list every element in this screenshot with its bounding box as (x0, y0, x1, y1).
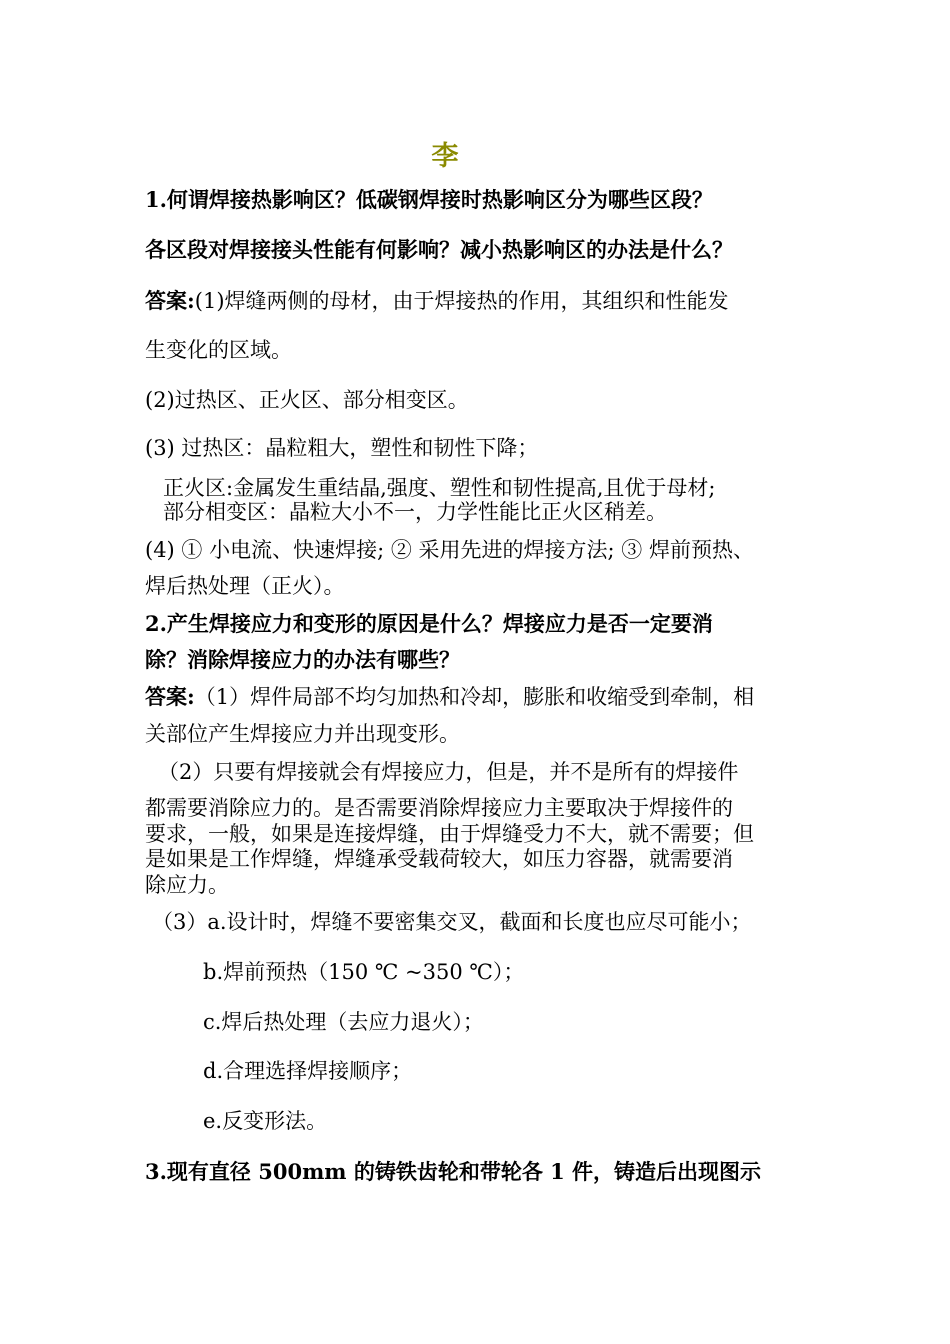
answer-1-line-8: 焊后热处理（正火）。 (145, 574, 345, 598)
answer-1-line-3: (2)过热区、正火区、部分相变区。 (145, 388, 469, 412)
question-2-line-1: 2.产生焊接应力和变形的原因是什么？焊接应力是否一定要消 (145, 611, 713, 636)
answer-1-line-1 (145, 289, 729, 313)
answer-2-line-1 (145, 685, 754, 709)
question-1-line-2: 各区段对焊接接头性能有何影响？减小热影响区的办法是什么？ (145, 237, 733, 262)
answer-1-line-4: (3) 过热区：晶粒粗大，塑性和韧性下降； (145, 436, 539, 460)
answer-2-line-7: 除应力。 (145, 873, 229, 897)
answer-label: 答案: (145, 684, 195, 709)
answer-1-line-5: 正火区:金属发生重结晶,强度、塑性和韧性提高,且优于母材; (163, 476, 716, 500)
page-title: 李 (431, 141, 459, 172)
answer-2-line-6: 是如果是工作焊缝，焊缝承受载荷较大，如压力容器，就需要消 (145, 847, 733, 871)
answer-label: 答案: (145, 288, 195, 313)
answer-2-line-5: 要求，一般，如果是连接焊缝，由于焊缝受力不大，就不需要；但 (145, 822, 754, 846)
answer-2-item-d: d.合理选择焊接顺序； (203, 1059, 413, 1083)
answer-2-line-3: （2）只要有焊接就会有焊接应力，但是，并不是所有的焊接件 (158, 760, 739, 784)
question-3-line-1: 3.现有直径 500mm 的铸铁齿轮和带轮各 1 件，铸造后出现图示 (145, 1159, 762, 1184)
answer-text: （1）焊件局部不均匀加热和冷却，膨胀和收缩受到牵制，相 (194, 685, 755, 709)
answer-2-line-8: （3）a.设计时，焊缝不要密集交叉，截面和长度也应尽可能小； (152, 910, 752, 934)
answer-2-item-b: b.焊前预热（150 ℃ ~350 ℃）； (203, 960, 525, 984)
question-1-line-1: 1.何谓焊接热影响区？低碳钢焊接时热影响区分为哪些区段？ (145, 187, 713, 212)
answer-2-line-2: 关部位产生焊接应力并出现变形。 (145, 722, 460, 746)
answer-1-line-2: 生变化的区域。 (145, 338, 292, 362)
answer-2-line-4: 都需要消除应力的。是否需要消除焊接应力主要取决于焊接件的 (145, 796, 733, 820)
answer-text: (1)焊缝两侧的母材，由于焊接热的作用，其组织和性能发 (194, 289, 729, 313)
answer-1-line-7: (4) ① 小电流、快速焊接; ② 采用先进的焊接方法; ③ 焊前预热、 (145, 538, 754, 562)
answer-1-line-6: 部分相变区：晶粒大小不一，力学性能比正火区稍差。 (163, 500, 667, 524)
answer-2-item-c: c.焊后热处理（去应力退火）； (203, 1010, 484, 1034)
answer-2-item-e: e.反变形法。 (203, 1109, 328, 1133)
question-2-line-2: 除？消除焊接应力的办法有哪些？ (145, 647, 460, 672)
